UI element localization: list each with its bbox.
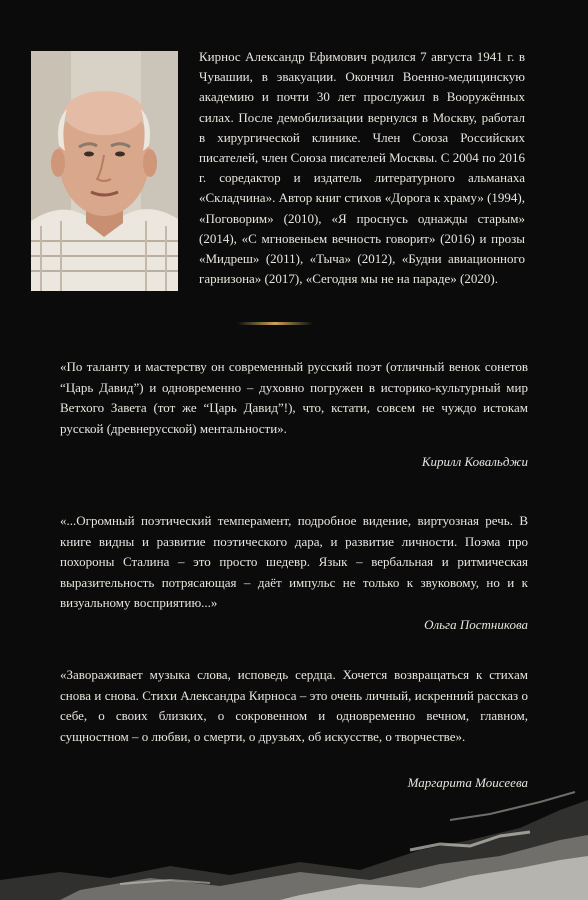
review-quote-3: «Завораживает музыка слова, исповедь сердца. Хочется возвращаться к стихам снова и снова. Стихи Александра Кирноса – это очень личный, искренний рассказ о себе, о своих близких, о сокровенном и одновременно вечном, главном, сущностном – о любви, о смерти, о друзьях, об искусстве, о творчестве».	[60, 667, 528, 744]
review-author-3: Маргарита Моисеева	[407, 775, 528, 790]
author-portrait-image	[31, 51, 178, 291]
author-photo	[31, 51, 178, 291]
review-quote-1: «По таланту и мастерству он современный русский поэт (отличный венок сонетов “Царь Давид”) и одновременно – духовно погружен в историко-культурный мир Ветхого Завета (тот же “Царь Давид”!), что, кстати, совсем не чуждо истокам русской (древнерусской) ментальности».	[60, 359, 528, 436]
decorative-divider	[237, 322, 313, 325]
review-quote-2: «...Огромный поэтический темперамент, подробное видение, виртуозная речь. В книге видны и развитие поэтического дара, и развитие личности. Поэма про похороны Сталина – это просто шедевр. Язык – вербальная и ритмическая выразительность потрясающая – даёт импульс не только к звуковому, но и к визуальному восприятию...»	[60, 513, 528, 610]
review-author-1: Кирилл Ковальджи	[421, 454, 528, 469]
review-author-2: Ольга Постникова	[424, 617, 528, 632]
brush-texture-decoration	[0, 780, 588, 900]
author-biography: Кирнос Александр Ефимович родился 7 августа 1941 г. в Чувашии, в эвакуации. Окончил Военно-медицинскую академию и почти 30 лет прослужил в Вооружённых силах. После демобилизации вернулся в Москву, работал в хирургической клинике. Член Союза Российских писателей, член Союза писателей Москвы. С 2004 по 2016 г. соредактор и издатель литературного альманаха «Складчина». Автор книг стихов «Дорога к храму» (1994), «Поговорим» (2010), «Я проснусь однажды старым» (2014), «С мгновеньем вечность говорит» (2016) и прозы «Мидреш» (2011), «Тыча» (2012), «Будни авиационного гарнизона» (2017), «Сегодня мы не на параде» (2020).	[199, 49, 525, 287]
